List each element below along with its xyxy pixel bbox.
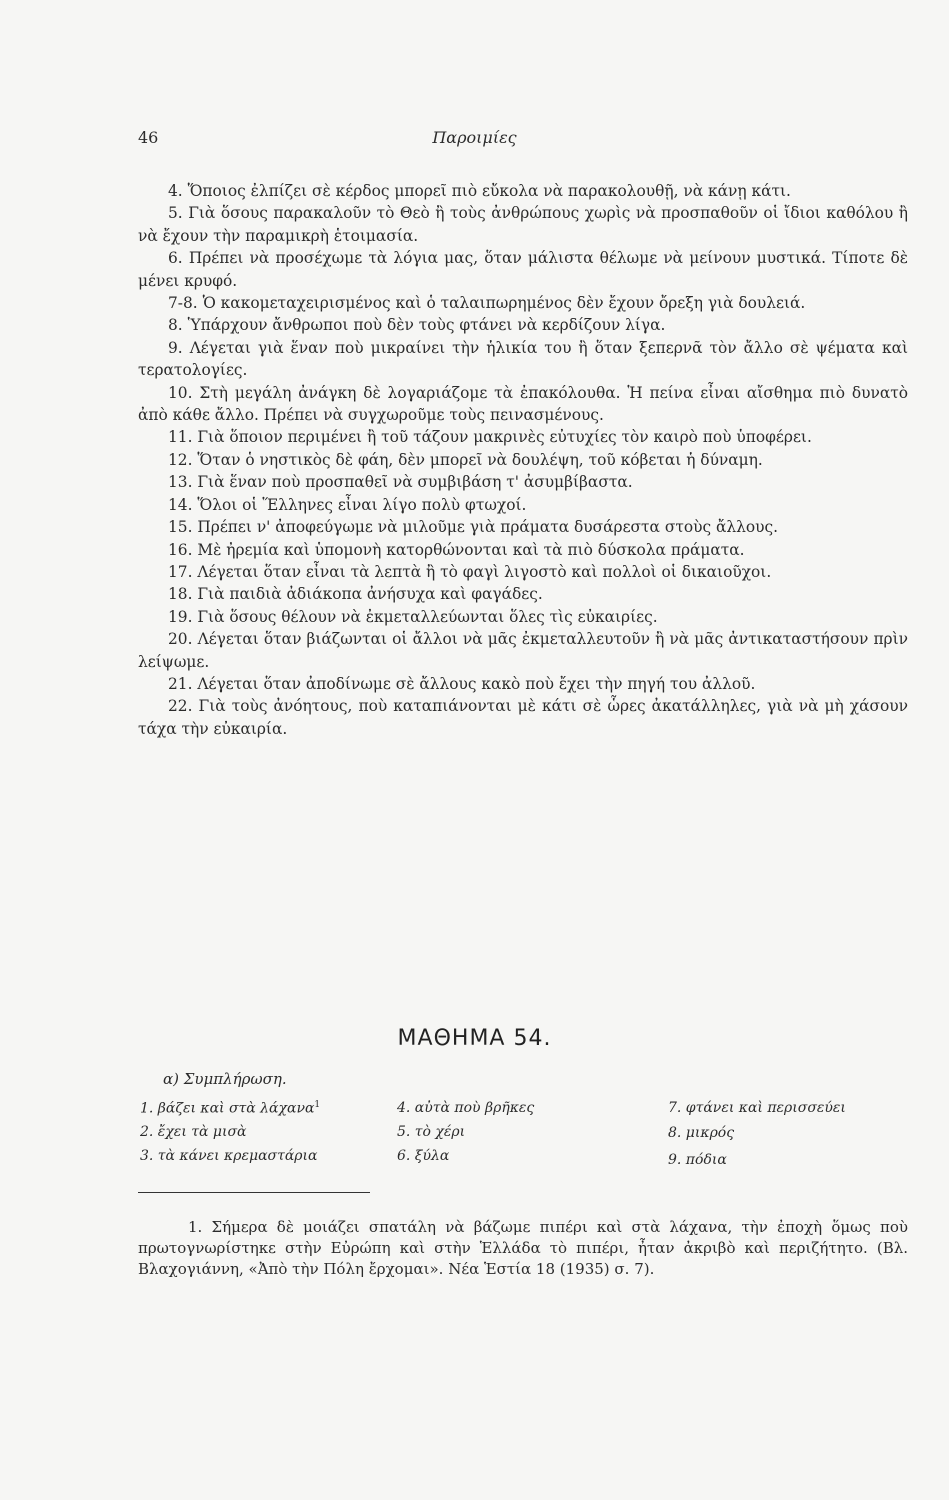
proverb-item: 19. Γιὰ ὅσους θέλουν νὰ ἐκμεταλλεύωνται ὅλες τὶς εὐκαιρίες. — [168, 607, 658, 626]
word-row — [140, 1148, 910, 1172]
word-item: 6. ξύλα — [397, 1148, 450, 1164]
proverb-item: 21. Λέγεται ὅταν ἀποδίνωμε σὲ ἄλλους κακὸ ποὺ ἔχει τὴν πηγή του ἀλλοῦ. — [168, 674, 756, 693]
word-row — [140, 1100, 910, 1124]
word-item: 7. φτάνει καὶ περισσεύει — [668, 1100, 846, 1116]
running-title: Παροιμίες — [432, 128, 517, 147]
proverb-item: 8. Ὑπάρχουν ἄνθρωποι ποὺ δὲν τοὺς φτάνει νὰ κερδίζουν λίγα. — [168, 316, 666, 335]
proverb-explanations — [138, 180, 908, 740]
proverb-item: 11. Γιὰ ὅποιον περιμένει ἢ τοῦ τάζουν μακρινὲς εὐτυχίες τὸν καιρὸ ποὺ ὑποφέρει. — [168, 428, 812, 447]
completion-word-list — [140, 1100, 910, 1172]
proverb-item: 4. Ὅποιος ἐλπίζει σὲ κέρδος μπορεῖ πιὸ εὔκολα νὰ παρακολουθῇ, νὰ κάνῃ κάτι. — [168, 182, 791, 200]
proverb-item: 13. Γιὰ ἕναν ποὺ προσπαθεῖ νὰ συμβιβάση τ' ἀσυμβίβαστα. — [168, 473, 633, 492]
proverb-item: 17. Λέγεται ὅταν εἶναι τὰ λεπτὰ ἢ τὸ φαγὶ λιγοστὸ καὶ πολλοὶ οἱ δικαιοῦχοι. — [168, 562, 772, 581]
proverb-item: 12. Ὅταν ὁ νηστικὸς δὲ φάη, δὲν μπορεῖ νὰ δουλέψη, τοῦ κόβεται ἡ δύναμη. — [168, 450, 763, 469]
proverb-item: 6. Πρέπει νὰ προσέχωμε τὰ λόγια μας, ὅταν μάλιστα θέλωμε νὰ μείνουν μυστικά. Τίποτε δὲ μένει κρυφό. — [138, 249, 908, 290]
word-text: 1. βάζει καὶ στὰ λάχανα — [140, 1100, 315, 1117]
proverb-item: 20. Λέγεται ὅταν βιάζωνται οἱ ἄλλοι νὰ μᾶς ἐκμεταλλευτοῦν ἢ νὰ μᾶς ἀντικαταστήσουν πρὶν λείψωμε. — [138, 630, 908, 671]
word-item — [140, 1100, 320, 1117]
word-item: 9. πόδια — [668, 1152, 727, 1168]
page-number: 46 — [138, 128, 159, 147]
footnote-divider — [138, 1192, 370, 1193]
proverb-item: 7-8. Ὁ κακομεταχειρισμένος καὶ ὁ ταλαιπωρημένος δὲν ἔχουν ὄρεξη γιὰ δουλειά. — [168, 294, 806, 313]
word-item: 4. αὐτὰ ποὺ βρῆκες — [397, 1100, 535, 1116]
word-item: 5. τὸ χέρι — [397, 1124, 466, 1140]
proverb-item: 15. Πρέπει ν' ἀποφεύγωμε νὰ μιλοῦμε γιὰ πράματα δυσάρεστα στοὺς ἄλλους. — [168, 518, 779, 537]
word-item: 8. μικρός — [668, 1125, 735, 1141]
word-row — [140, 1124, 910, 1148]
proverb-item: 22. Γιὰ τοὺς ἀνόητους, ποὺ καταπιάνονται μὲ κάτι σὲ ὧρες ἀκατάλληλες, γιὰ νὰ μὴ χάσουν τάχα τὴν εὐκαιρία. — [138, 697, 908, 738]
footnote: 1. Σήμερα δὲ μοιάζει σπατάλη νὰ βάζωμε πιπέρι καὶ στὰ λάχανα, τὴν ἐποχὴ ὅμως ποὺ πρωτογνωρίστηκε στὴν Εὐρώπη καὶ στὴν Ἑλλάδα τὸ πιπέρι, ἦταν ἀκριβὸ καὶ περιζήτητο. (Βλ. Βλαχογιάννη, «Ἀπὸ τὴν Πόλη ἔρχομαι». Νέα Ἑστία 18 (1935) σ. 7). — [138, 1218, 908, 1278]
word-item: 2. ἔχει τὰ μισὰ — [140, 1124, 247, 1140]
lesson-title: ΜΑΘΗΜΑ 54. — [397, 1026, 552, 1051]
proverb-item: 16. Μὲ ἠρεμία καὶ ὑπομονὴ κατορθώνονται καὶ τὰ πιὸ δύσκολα πράματα. — [168, 540, 745, 559]
word-item: 3. τὰ κάνει κρεμαστάρια — [140, 1148, 318, 1164]
proverb-item: 18. Γιὰ παιδιὰ ἀδιάκοπα ἀνήσυχα καὶ φαγάδες. — [168, 585, 543, 604]
proverb-item: 9. Λέγεται γιὰ ἕναν ποὺ μικραίνει τὴν ἡλικία του ἢ ὅταν ξεπερνᾶ τὸν ἄλλο σὲ ψέματα καὶ τερατολογίες. — [138, 338, 908, 380]
proverb-item: 5. Γιὰ ὅσους παρακαλοῦν τὸ Θεὸ ἢ τοὺς ἀνθρώπους χωρὶς νὰ προσπαθοῦν οἱ ἴδιοι καθόλου ἢ νὰ ἔχουν τὴν παραμικρὴ ἑτοιμασία. — [138, 204, 908, 245]
proverb-item: 14. Ὅλοι οἱ Ἕλληνες εἶναι λίγο πολὺ φτωχοί. — [168, 495, 527, 514]
section-heading: α) Συμπλήρωση. — [163, 1070, 287, 1088]
page-header — [0, 128, 949, 158]
proverb-item: 10. Στὴ μεγάλη ἀνάγκη δὲ λογαριάζομε τὰ ἐπακόλουθα. Ἡ πείνα εἶναι αἴσθημα πιὸ δυνατὸ ἀπὸ κάθε ἄλλο. Πρέπει νὰ συγχωροῦμε τοὺς πεινασμένους. — [138, 383, 908, 425]
footnote-marker: 1 — [314, 1100, 321, 1110]
